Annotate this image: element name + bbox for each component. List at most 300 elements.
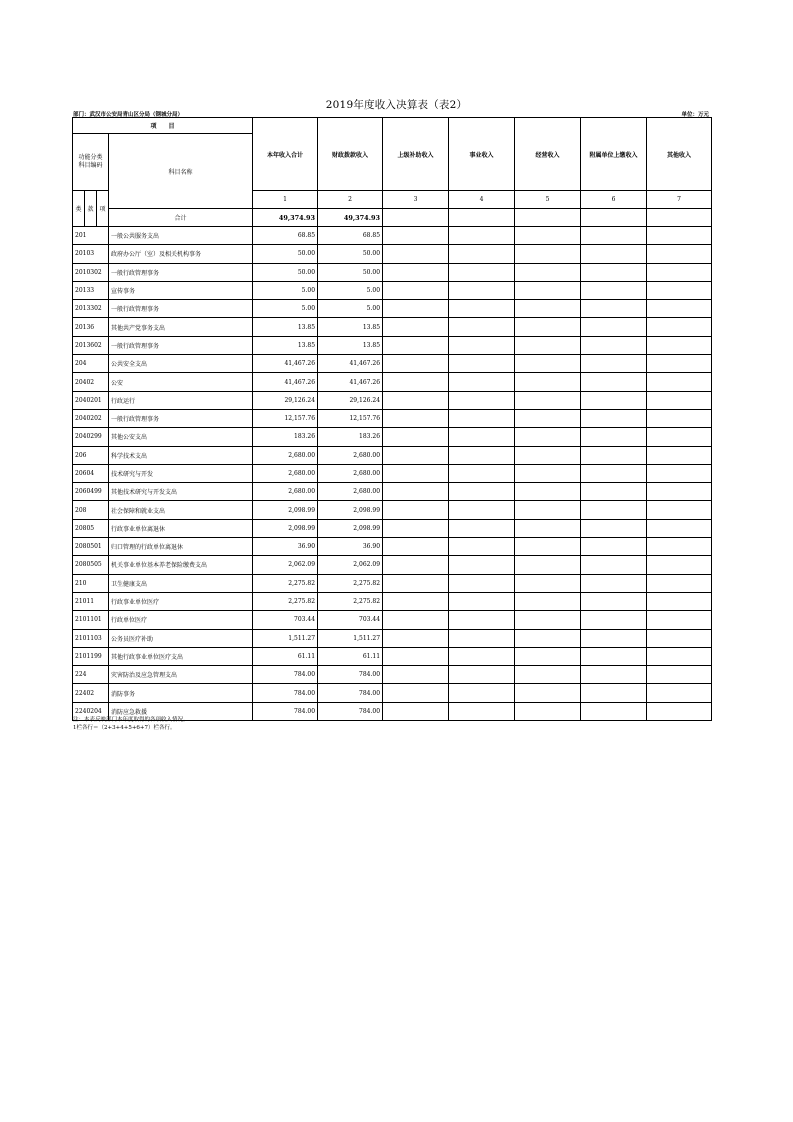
row-code: 2013302 <box>73 300 109 318</box>
row-value-c3 <box>383 611 449 629</box>
row-name: 消防应急救援 <box>109 702 253 720</box>
row-value-c4 <box>449 318 515 336</box>
row-value-c7 <box>647 666 712 684</box>
row-code: 206 <box>73 446 109 464</box>
row-value-c1: 1,511.27 <box>253 629 318 647</box>
row-name: 行政事业单位离退休 <box>109 519 253 537</box>
row-value-c4 <box>449 245 515 263</box>
row-value-c5 <box>515 464 581 482</box>
row-value-c5 <box>515 428 581 446</box>
row-name: 公安 <box>109 373 253 391</box>
table-row <box>73 574 712 592</box>
row-value-c3 <box>383 355 449 373</box>
row-name: 社会保障和就业支出 <box>109 501 253 519</box>
row-value-c7 <box>647 574 712 592</box>
row-name: 政府办公厅（室）及相关机构事务 <box>109 245 253 263</box>
row-value-c2: 41,467.26 <box>318 373 383 391</box>
row-value-c6 <box>581 574 647 592</box>
header-name-label: 科目名称 <box>109 134 253 209</box>
row-value-c1: 50.00 <box>253 263 318 281</box>
row-value-c4 <box>449 409 515 427</box>
row-value-c5 <box>515 409 581 427</box>
row-value-c7 <box>647 629 712 647</box>
table-row <box>73 684 712 702</box>
row-value-c2: 5.00 <box>318 281 383 299</box>
row-name: 归口管理的行政单位离退休 <box>109 538 253 556</box>
row-value-c3 <box>383 574 449 592</box>
page-title: 2019年度收入决算表（表2） <box>325 99 468 111</box>
col-num-7: 7 <box>647 191 712 209</box>
row-value-c6 <box>581 464 647 482</box>
row-value-c3 <box>383 702 449 720</box>
row-value-c5 <box>515 318 581 336</box>
row-value-c5 <box>515 373 581 391</box>
row-value-c5 <box>515 629 581 647</box>
row-value-c1: 2,680.00 <box>253 464 318 482</box>
table-row <box>73 300 712 318</box>
row-value-c3 <box>383 592 449 610</box>
row-value-c3 <box>383 336 449 354</box>
row-name: 公共安全支出 <box>109 355 253 373</box>
row-value-c7 <box>647 227 712 245</box>
row-value-c6 <box>581 611 647 629</box>
row-value-c7 <box>647 373 712 391</box>
row-code: 20133 <box>73 281 109 299</box>
table-row <box>73 519 712 537</box>
row-value-c3 <box>383 446 449 464</box>
row-value-c2: 784.00 <box>318 702 383 720</box>
total-c4 <box>449 209 515 227</box>
table-row <box>73 629 712 647</box>
row-value-c7 <box>647 647 712 665</box>
col-header-6: 附属单位上缴收入 <box>581 118 647 191</box>
table-row <box>73 318 712 336</box>
row-value-c2: 61.11 <box>318 647 383 665</box>
row-code: 21011 <box>73 592 109 610</box>
row-value-c4 <box>449 538 515 556</box>
row-value-c1: 5.00 <box>253 281 318 299</box>
row-value-c1: 2,098.99 <box>253 519 318 537</box>
row-value-c2: 2,062.09 <box>318 556 383 574</box>
row-code: 20136 <box>73 318 109 336</box>
row-code: 2040202 <box>73 409 109 427</box>
row-value-c1: 703.44 <box>253 611 318 629</box>
row-value-c4 <box>449 391 515 409</box>
row-value-c2: 36.90 <box>318 538 383 556</box>
row-value-c4 <box>449 574 515 592</box>
row-value-c2: 784.00 <box>318 684 383 702</box>
total-c7 <box>647 209 712 227</box>
row-value-c4 <box>449 556 515 574</box>
col-header-5: 经营收入 <box>515 118 581 191</box>
row-value-c7 <box>647 281 712 299</box>
row-value-c3 <box>383 409 449 427</box>
row-value-c1: 68.85 <box>253 227 318 245</box>
row-value-c5 <box>515 538 581 556</box>
row-value-c4 <box>449 592 515 610</box>
row-value-c1: 2,275.82 <box>253 592 318 610</box>
row-value-c2: 2,680.00 <box>318 446 383 464</box>
row-value-c6 <box>581 702 647 720</box>
row-code: 2060499 <box>73 483 109 501</box>
row-value-c7 <box>647 409 712 427</box>
row-value-c7 <box>647 336 712 354</box>
row-value-c6 <box>581 355 647 373</box>
row-code: 20604 <box>73 464 109 482</box>
table-row <box>73 501 712 519</box>
row-value-c2: 50.00 <box>318 245 383 263</box>
row-value-c1: 13.85 <box>253 318 318 336</box>
row-code: 2010302 <box>73 263 109 281</box>
table-row <box>73 409 712 427</box>
row-value-c7 <box>647 501 712 519</box>
row-value-c5 <box>515 666 581 684</box>
row-value-c6 <box>581 483 647 501</box>
row-code: 20805 <box>73 519 109 537</box>
total-c3 <box>383 209 449 227</box>
row-value-c2: 2,098.99 <box>318 519 383 537</box>
row-value-c2: 13.85 <box>318 336 383 354</box>
unit-label: 单位：万元 <box>681 112 709 118</box>
row-value-c1: 5.00 <box>253 300 318 318</box>
row-name: 技术研究与开发 <box>109 464 253 482</box>
row-value-c5 <box>515 611 581 629</box>
row-value-c6 <box>581 300 647 318</box>
row-value-c3 <box>383 519 449 537</box>
header-item: 项 目 <box>73 118 253 134</box>
col-num-6: 6 <box>581 191 647 209</box>
col-header-4: 事业收入 <box>449 118 515 191</box>
row-value-c7 <box>647 556 712 574</box>
row-value-c2: 13.85 <box>318 318 383 336</box>
row-value-c3 <box>383 647 449 665</box>
row-name: 一般行政管理事务 <box>109 336 253 354</box>
header-total-label: 合计 <box>109 209 253 227</box>
row-name: 一般公共服务支出 <box>109 227 253 245</box>
row-value-c7 <box>647 318 712 336</box>
col-num-4: 4 <box>449 191 515 209</box>
row-value-c2: 50.00 <box>318 263 383 281</box>
row-value-c4 <box>449 355 515 373</box>
row-value-c4 <box>449 428 515 446</box>
row-value-c5 <box>515 574 581 592</box>
table-row <box>73 592 712 610</box>
row-value-c5 <box>515 263 581 281</box>
row-value-c1: 2,098.99 <box>253 501 318 519</box>
row-value-c1: 2,680.00 <box>253 483 318 501</box>
row-name: 消防事务 <box>109 684 253 702</box>
row-value-c4 <box>449 373 515 391</box>
row-code: 2080501 <box>73 538 109 556</box>
row-value-c2: 784.00 <box>318 666 383 684</box>
table-row <box>73 647 712 665</box>
row-value-c1: 2,062.09 <box>253 556 318 574</box>
row-value-c3 <box>383 501 449 519</box>
row-value-c1: 784.00 <box>253 702 318 720</box>
row-value-c1: 13.85 <box>253 336 318 354</box>
row-code: 2080505 <box>73 556 109 574</box>
col-num-1: 1 <box>253 191 318 209</box>
row-code: 2101101 <box>73 611 109 629</box>
row-value-c4 <box>449 263 515 281</box>
row-value-c4 <box>449 666 515 684</box>
row-value-c1: 41,467.26 <box>253 355 318 373</box>
table-row <box>73 538 712 556</box>
row-value-c5 <box>515 336 581 354</box>
row-code: 224 <box>73 666 109 684</box>
row-value-c3 <box>383 300 449 318</box>
row-code: 2101103 <box>73 629 109 647</box>
table-row <box>73 446 712 464</box>
row-value-c6 <box>581 592 647 610</box>
col-num-3: 3 <box>383 191 449 209</box>
row-value-c1: 29,126.24 <box>253 391 318 409</box>
row-code: 20103 <box>73 245 109 263</box>
row-value-c3 <box>383 538 449 556</box>
table-row <box>73 611 712 629</box>
row-value-c3 <box>383 629 449 647</box>
row-name: 一般行政管理事务 <box>109 300 253 318</box>
row-value-c3 <box>383 227 449 245</box>
row-value-c1: 61.11 <box>253 647 318 665</box>
row-value-c3 <box>383 556 449 574</box>
row-value-c2: 68.85 <box>318 227 383 245</box>
row-value-c4 <box>449 501 515 519</box>
row-code: 210 <box>73 574 109 592</box>
row-value-c2: 2,680.00 <box>318 483 383 501</box>
row-value-c3 <box>383 245 449 263</box>
row-value-c6 <box>581 227 647 245</box>
col-header-3: 上级补助收入 <box>383 118 449 191</box>
row-value-c6 <box>581 629 647 647</box>
row-code: 22402 <box>73 684 109 702</box>
row-value-c4 <box>449 300 515 318</box>
row-value-c1: 2,680.00 <box>253 446 318 464</box>
row-value-c7 <box>647 538 712 556</box>
row-value-c2: 2,680.00 <box>318 464 383 482</box>
row-code: 208 <box>73 501 109 519</box>
row-value-c5 <box>515 281 581 299</box>
table-row <box>73 355 712 373</box>
row-name: 其他技术研究与开发支出 <box>109 483 253 501</box>
row-value-c5 <box>515 227 581 245</box>
table-row <box>73 483 712 501</box>
row-value-c4 <box>449 684 515 702</box>
row-value-c4 <box>449 227 515 245</box>
row-value-c4 <box>449 336 515 354</box>
row-value-c5 <box>515 355 581 373</box>
row-name: 行政单位医疗 <box>109 611 253 629</box>
row-value-c6 <box>581 428 647 446</box>
row-value-c6 <box>581 245 647 263</box>
row-value-c6 <box>581 666 647 684</box>
row-value-c7 <box>647 391 712 409</box>
row-code: 2101199 <box>73 647 109 665</box>
note-line: 1栏各行＝（2+3+4+5+6+7）栏各行。 <box>73 725 176 731</box>
row-value-c5 <box>515 592 581 610</box>
row-code: 2013602 <box>73 336 109 354</box>
row-value-c5 <box>515 483 581 501</box>
row-value-c3 <box>383 391 449 409</box>
row-value-c6 <box>581 647 647 665</box>
row-value-c1: 784.00 <box>253 684 318 702</box>
row-value-c7 <box>647 483 712 501</box>
row-value-c4 <box>449 446 515 464</box>
table-row <box>73 245 712 263</box>
row-value-c7 <box>647 519 712 537</box>
total-c1: 49,374.93 <box>253 209 318 227</box>
col-header-2: 财政拨款收入 <box>318 118 383 191</box>
col-num-2: 2 <box>318 191 383 209</box>
total-c2: 49,374.93 <box>318 209 383 227</box>
row-value-c2: 29,126.24 <box>318 391 383 409</box>
row-value-c7 <box>647 611 712 629</box>
row-value-c6 <box>581 409 647 427</box>
row-value-c6 <box>581 538 647 556</box>
row-name: 公务员医疗补助 <box>109 629 253 647</box>
row-value-c2: 703.44 <box>318 611 383 629</box>
department-label: 部门：武汉市公安局青山区分局（钢城分局） <box>73 112 184 118</box>
row-value-c1: 50.00 <box>253 245 318 263</box>
row-value-c5 <box>515 300 581 318</box>
row-value-c2: 2,275.82 <box>318 592 383 610</box>
row-value-c6 <box>581 336 647 354</box>
row-value-c2: 1,511.27 <box>318 629 383 647</box>
row-value-c1: 12,157.76 <box>253 409 318 427</box>
notes <box>73 716 189 732</box>
row-name: 行政事业单位医疗 <box>109 592 253 610</box>
row-value-c5 <box>515 702 581 720</box>
row-value-c6 <box>581 281 647 299</box>
row-value-c7 <box>647 300 712 318</box>
col-header-7: 其他收入 <box>647 118 712 191</box>
header-code-label: 功能分类 科目编码 <box>73 134 109 191</box>
table-row <box>73 227 712 245</box>
row-name: 其他行政事业单位医疗支出 <box>109 647 253 665</box>
row-value-c6 <box>581 556 647 574</box>
row-name: 一般行政管理事务 <box>109 409 253 427</box>
row-value-c4 <box>449 464 515 482</box>
row-code: 204 <box>73 355 109 373</box>
row-name: 机关事业单位基本养老保险缴费支出 <box>109 556 253 574</box>
table-row <box>73 263 712 281</box>
row-value-c5 <box>515 501 581 519</box>
row-code: 2040299 <box>73 428 109 446</box>
row-code: 2040201 <box>73 391 109 409</box>
row-value-c5 <box>515 245 581 263</box>
row-value-c7 <box>647 245 712 263</box>
row-value-c7 <box>647 355 712 373</box>
table-row <box>73 281 712 299</box>
row-value-c1: 41,467.26 <box>253 373 318 391</box>
row-value-c4 <box>449 281 515 299</box>
row-value-c1: 784.00 <box>253 666 318 684</box>
col-header-1: 本年收入合计 <box>253 118 318 191</box>
row-value-c7 <box>647 464 712 482</box>
row-value-c4 <box>449 647 515 665</box>
row-value-c5 <box>515 647 581 665</box>
row-value-c3 <box>383 373 449 391</box>
row-name: 其他共产党事务支出 <box>109 318 253 336</box>
row-value-c7 <box>647 263 712 281</box>
row-value-c6 <box>581 684 647 702</box>
row-value-c6 <box>581 373 647 391</box>
table-row <box>73 666 712 684</box>
row-value-c4 <box>449 483 515 501</box>
row-name: 行政运行 <box>109 391 253 409</box>
row-value-c4 <box>449 519 515 537</box>
col-num-5: 5 <box>515 191 581 209</box>
row-value-c6 <box>581 318 647 336</box>
row-value-c6 <box>581 446 647 464</box>
row-value-c4 <box>449 629 515 647</box>
row-value-c6 <box>581 391 647 409</box>
row-value-c2: 2,098.99 <box>318 501 383 519</box>
row-value-c1: 183.26 <box>253 428 318 446</box>
row-value-c4 <box>449 702 515 720</box>
table-row <box>73 373 712 391</box>
row-value-c7 <box>647 592 712 610</box>
row-value-c5 <box>515 684 581 702</box>
row-name: 其他公安支出 <box>109 428 253 446</box>
row-value-c7 <box>647 702 712 720</box>
row-value-c2: 41,467.26 <box>318 355 383 373</box>
row-code: 201 <box>73 227 109 245</box>
row-value-c1: 36.90 <box>253 538 318 556</box>
row-value-c1: 2,275.82 <box>253 574 318 592</box>
row-value-c6 <box>581 263 647 281</box>
row-value-c5 <box>515 556 581 574</box>
row-value-c6 <box>581 519 647 537</box>
row-value-c3 <box>383 666 449 684</box>
row-value-c3 <box>383 684 449 702</box>
total-c6 <box>581 209 647 227</box>
row-value-c3 <box>383 318 449 336</box>
row-value-c5 <box>515 519 581 537</box>
row-name: 灾害防治及应急管理支出 <box>109 666 253 684</box>
row-value-c5 <box>515 446 581 464</box>
row-value-c2: 5.00 <box>318 300 383 318</box>
income-table <box>72 117 712 721</box>
row-value-c6 <box>581 501 647 519</box>
header-kuan: 款 <box>85 191 97 227</box>
row-name: 宣传事务 <box>109 281 253 299</box>
note-line: 注：本表反映部门本年度取得的各项收入情况。 <box>73 717 189 723</box>
row-value-c7 <box>647 446 712 464</box>
row-value-c7 <box>647 684 712 702</box>
table-row <box>73 428 712 446</box>
row-value-c4 <box>449 611 515 629</box>
row-value-c3 <box>383 281 449 299</box>
row-code: 20402 <box>73 373 109 391</box>
table-row <box>73 464 712 482</box>
row-value-c2: 2,275.82 <box>318 574 383 592</box>
row-value-c3 <box>383 428 449 446</box>
table-row <box>73 556 712 574</box>
row-value-c3 <box>383 483 449 501</box>
row-code: 2240204 <box>73 702 109 720</box>
row-name: 卫生健康支出 <box>109 574 253 592</box>
row-name: 一般行政管理事务 <box>109 263 253 281</box>
total-c5 <box>515 209 581 227</box>
table-row <box>73 336 712 354</box>
row-value-c3 <box>383 464 449 482</box>
row-value-c7 <box>647 428 712 446</box>
row-value-c5 <box>515 391 581 409</box>
header-lei: 类 <box>73 191 85 227</box>
header-xiang: 项 <box>97 191 109 227</box>
row-value-c2: 183.26 <box>318 428 383 446</box>
